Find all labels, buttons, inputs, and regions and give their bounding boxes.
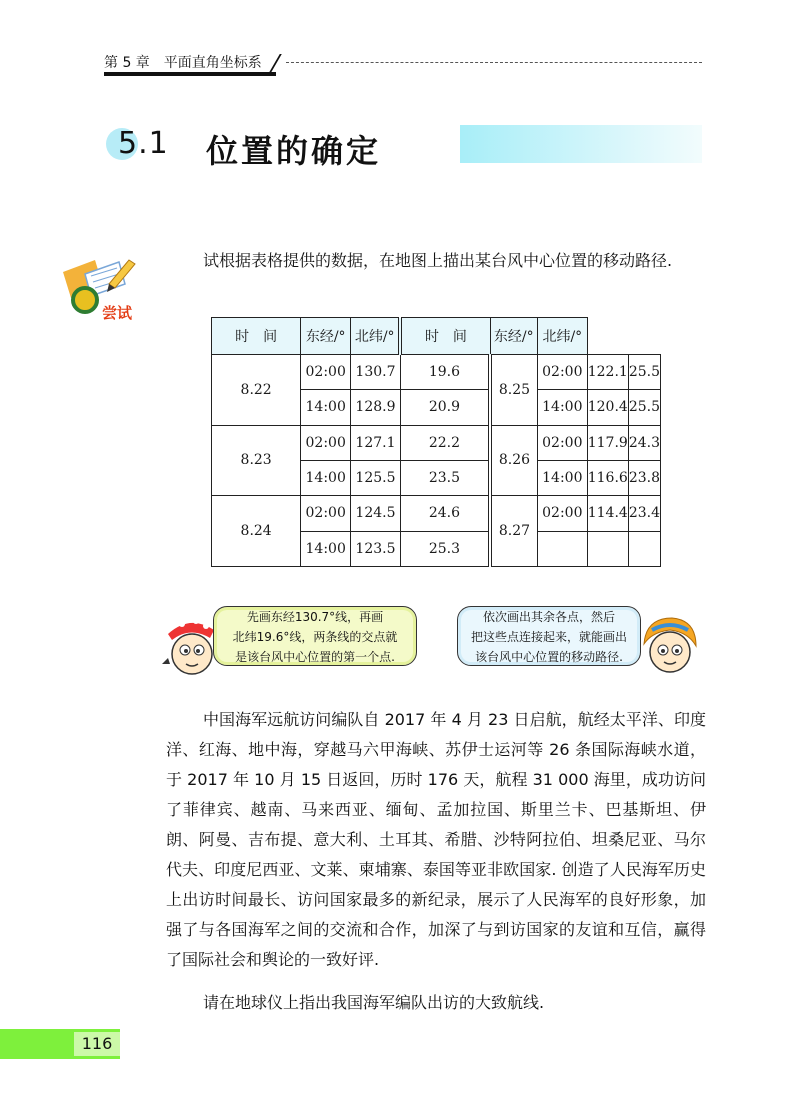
time-cell: 02:00 — [537, 425, 587, 460]
table-row — [212, 355, 661, 390]
bubble-line: 北纬19.6°线，两条线的交点就 — [232, 630, 398, 644]
latitude-cell: 23.4 — [628, 496, 660, 531]
header-time-left: 时 间 — [212, 318, 301, 355]
chapter-slash — [268, 54, 282, 74]
latitude-cell: 25.5 — [628, 355, 660, 390]
time-cell: 02:00 — [301, 496, 351, 531]
chapter-header — [104, 52, 702, 76]
chapter-label: 第 5 章 平面直角坐标系 — [104, 55, 262, 71]
time-cell: 14:00 — [537, 460, 587, 495]
latitude-cell: 22.2 — [400, 425, 490, 460]
bubble-line: 依次画出其余各点，然后 — [482, 610, 615, 624]
globe-question: 请在地球仪上指出我国海军编队出访的大致航线. — [203, 993, 545, 1012]
date-cell: 8.24 — [212, 496, 301, 567]
latitude-cell: 23.5 — [400, 460, 490, 495]
hint-bubble-right — [457, 606, 641, 666]
bubble-line: 先画东经130.7°线，再画 — [246, 610, 384, 624]
section-heading: 位置的确定 — [206, 132, 382, 170]
time-cell: 02:00 — [537, 496, 587, 531]
longitude-cell: 122.1 — [587, 355, 628, 390]
date-cell: 8.22 — [212, 355, 301, 426]
latitude-cell: 24.3 — [628, 425, 660, 460]
date-cell: 8.26 — [490, 425, 537, 496]
section-number: 5.1 — [118, 126, 169, 161]
longitude-cell: 116.6 — [587, 460, 628, 495]
table-row — [212, 425, 661, 460]
try-instruction: 试根据表格提供的数据，在地图上描出某台风中心位置的移动路径. — [203, 251, 673, 270]
longitude-cell: 120.4 — [587, 390, 628, 425]
longitude-cell: 125.5 — [351, 460, 401, 495]
bubble-line: 是该台风中心位置的第一个点. — [235, 650, 395, 664]
time-cell: 02:00 — [537, 355, 587, 390]
header-lat-left: 北纬/° — [351, 318, 401, 355]
table-row — [212, 496, 661, 531]
time-cell — [537, 531, 587, 566]
table-header-row — [212, 318, 661, 355]
navy-voyage-paragraph: 中国海军远航访问编队自 2017 年 4 月 23 日启航，航经太平洋、印度洋、红海、地中海，穿越马六甲海峡、苏伊士运河等 26 条国际海峡水道，于 2017 年 10 月 15 日返回，历时 176 天，航程 31 000 海里，成功访问了菲律宾、越南、马来西亚、缅甸、孟加拉国、斯里兰卡、巴基斯坦、伊朗、阿曼、吉布提、意大利、土耳其、希腊、沙特阿拉伯、坦桑尼亚、马尔代夫、印度尼西亚、文莱、柬埔寨、泰国等亚非欧国家. 创造了人民海军历史上出访时间最长、访问国家最多的新纪录，展示了人民海军的良好形象，加强了与各国海军之间的交流和合作，加深了与到访国家的友谊和互信，赢得了国际社会和舆论的一致好评. — [166, 710, 706, 969]
girl-face-icon — [638, 614, 702, 678]
longitude-cell: 124.5 — [351, 496, 401, 531]
latitude-cell: 25.5 — [628, 390, 660, 425]
time-cell: 14:00 — [301, 531, 351, 566]
header-time-right: 时 间 — [400, 318, 490, 355]
latitude-cell — [628, 531, 660, 566]
longitude-cell — [587, 531, 628, 566]
latitude-cell: 23.8 — [628, 460, 660, 495]
time-cell: 14:00 — [537, 390, 587, 425]
hint-bubble-left — [213, 606, 417, 666]
title-band — [460, 125, 702, 163]
time-cell: 14:00 — [301, 460, 351, 495]
bubble-line: 该台风中心位置的移动路径. — [475, 650, 623, 664]
chapter-underline — [104, 72, 276, 76]
latitude-cell: 19.6 — [400, 355, 490, 390]
date-cell: 8.23 — [212, 425, 301, 496]
time-cell: 02:00 — [301, 355, 351, 390]
page-number: 116 — [74, 1032, 120, 1056]
date-cell: 8.27 — [490, 496, 537, 567]
typhoon-data-table — [211, 317, 661, 567]
header-lon-left: 东经/° — [301, 318, 351, 355]
longitude-cell: 128.9 — [351, 390, 401, 425]
longitude-cell: 114.4 — [587, 496, 628, 531]
header-lat-right: 北纬/° — [537, 318, 587, 355]
time-cell: 14:00 — [301, 390, 351, 425]
date-cell: 8.25 — [490, 355, 537, 426]
time-cell: 02:00 — [301, 425, 351, 460]
longitude-cell: 123.5 — [351, 531, 401, 566]
longitude-cell: 130.7 — [351, 355, 401, 390]
latitude-cell: 25.3 — [400, 531, 490, 566]
latitude-cell: 20.9 — [400, 390, 490, 425]
longitude-cell: 127.1 — [351, 425, 401, 460]
header-lon-right: 东经/° — [490, 318, 537, 355]
bubble-line: 把这些点连接起来，就能画出 — [470, 630, 627, 644]
latitude-cell: 24.6 — [400, 496, 490, 531]
header-dashed-rule — [286, 62, 702, 63]
longitude-cell: 117.9 — [587, 425, 628, 460]
try-label: 尝试 — [102, 304, 133, 322]
